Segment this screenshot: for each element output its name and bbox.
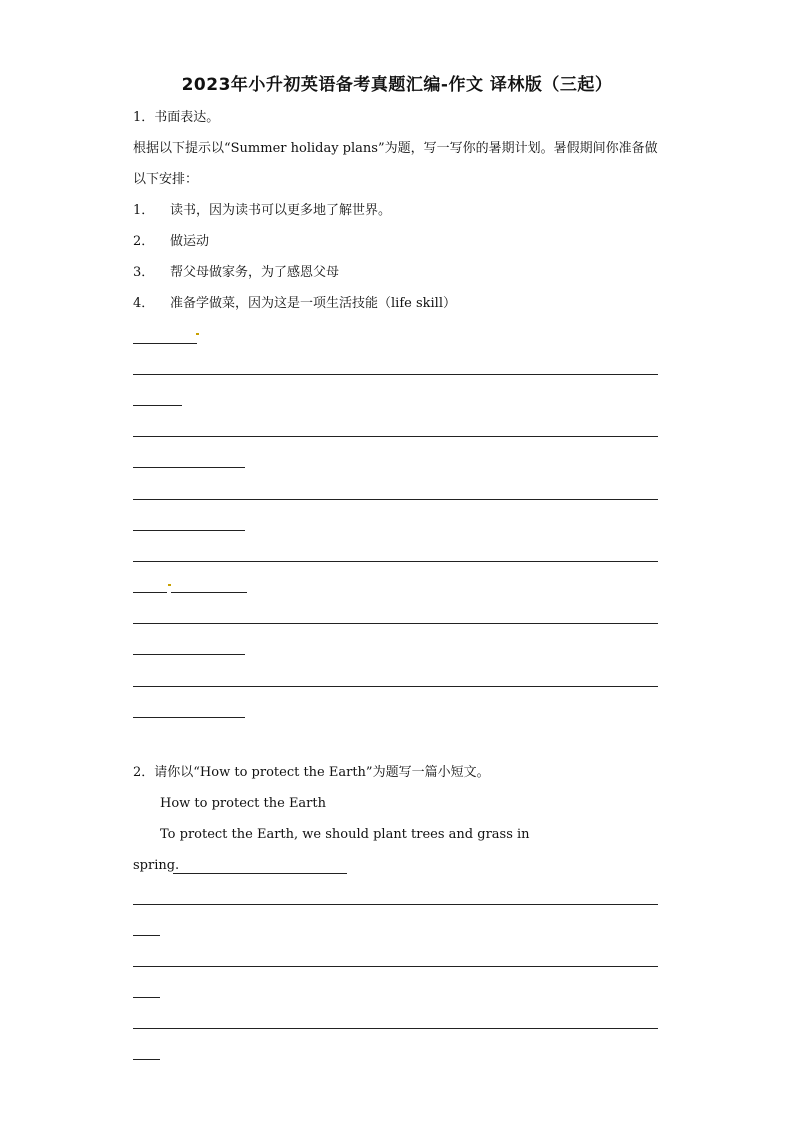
answer-line[interactable] bbox=[133, 623, 658, 624]
answer-line-short[interactable] bbox=[133, 530, 245, 531]
essay-opening-continuation: spring. bbox=[133, 858, 180, 873]
answer-line[interactable] bbox=[133, 686, 658, 687]
list-item-text: 读书，因为读书可以更多地了解世界。 bbox=[170, 203, 392, 218]
question-2-heading-text: 请你以“How to protect the Earth”为题写一篇小短文。 bbox=[154, 765, 490, 780]
question-1-heading-text: 书面表达。 bbox=[154, 110, 220, 125]
answer-line[interactable] bbox=[133, 374, 658, 375]
answer-line-short[interactable] bbox=[133, 935, 160, 936]
stray-mark bbox=[168, 584, 171, 586]
question-2-number: 2． bbox=[133, 765, 155, 780]
question-1-prompt-line-2: 以下安排： bbox=[133, 172, 199, 187]
list-item bbox=[133, 296, 456, 312]
list-item-number: 4． bbox=[133, 296, 155, 311]
list-item-text: 做运动 bbox=[170, 234, 210, 249]
answer-line-short[interactable] bbox=[133, 592, 167, 593]
list-item bbox=[133, 203, 392, 219]
essay-opening-line: To protect the Earth, we should plant trees and grass in bbox=[160, 827, 530, 842]
list-item-number: 3． bbox=[133, 265, 155, 280]
list-item bbox=[133, 265, 340, 281]
question-1-number: 1． bbox=[133, 110, 155, 125]
list-item-number: 1． bbox=[133, 203, 155, 218]
list-item-text: 准备学做菜，因为这是一项生活技能（life skill） bbox=[170, 296, 456, 311]
answer-line-short[interactable] bbox=[133, 1059, 160, 1060]
answer-line[interactable] bbox=[133, 561, 658, 562]
list-item-text: 帮父母做家务，为了感恩父母 bbox=[170, 265, 340, 280]
list-item bbox=[133, 234, 210, 250]
answer-line-short[interactable] bbox=[173, 873, 347, 874]
question-1-prompt-line-1: 根据以下提示以“Summer holiday plans”为题，写一写你的暑期计划。暑假期间你准备做 bbox=[133, 141, 658, 156]
question-2-heading bbox=[133, 765, 490, 781]
answer-line[interactable] bbox=[133, 904, 658, 905]
answer-line-short[interactable] bbox=[133, 717, 245, 718]
list-item-number: 2． bbox=[133, 234, 155, 249]
answer-line[interactable] bbox=[133, 499, 658, 500]
question-1-heading bbox=[133, 110, 219, 126]
answer-line[interactable] bbox=[133, 1028, 658, 1029]
answer-line-short[interactable] bbox=[133, 405, 182, 406]
answer-line-short[interactable] bbox=[171, 592, 247, 593]
answer-line-short[interactable] bbox=[133, 997, 160, 998]
answer-line[interactable] bbox=[133, 436, 658, 437]
page-title: 2023年小升初英语备考真题汇编-作文 译林版（三起） bbox=[181, 75, 613, 95]
answer-line[interactable] bbox=[133, 966, 658, 967]
answer-line-short[interactable] bbox=[133, 654, 245, 655]
answer-line-short[interactable] bbox=[133, 343, 197, 344]
essay-title: How to protect the Earth bbox=[160, 796, 326, 811]
answer-line-short[interactable] bbox=[133, 467, 245, 468]
stray-mark bbox=[196, 333, 199, 335]
